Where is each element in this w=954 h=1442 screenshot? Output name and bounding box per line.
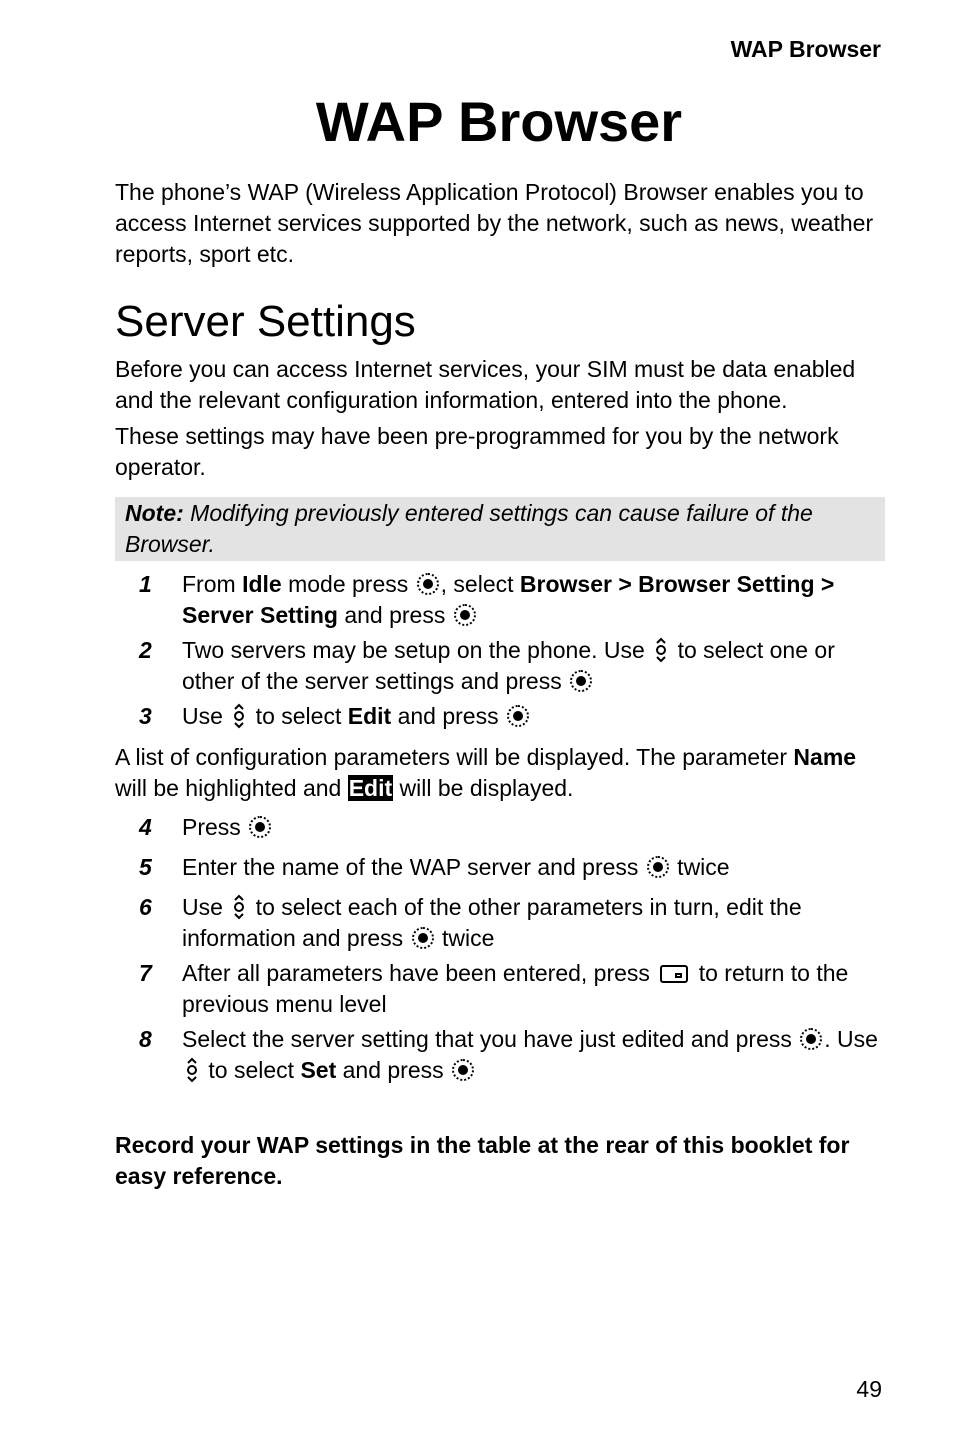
step-text: , select [440, 571, 520, 597]
step-text: twice [435, 925, 495, 951]
step-text: Use [182, 894, 230, 920]
step-text: Use [182, 703, 230, 729]
up-down-nav-icon [231, 703, 247, 729]
select-key-icon [507, 705, 529, 727]
step-bold: Idle [242, 571, 282, 597]
step-number: 3 [139, 703, 152, 729]
step-number: 8 [139, 1026, 152, 1052]
edit-softkey-badge: Edit [348, 775, 393, 801]
para-text: will be displayed. [393, 775, 574, 801]
step-text: twice [670, 854, 730, 880]
step-text: and press [337, 602, 452, 628]
step-text: From [182, 571, 243, 597]
page-number: 49 [856, 1376, 882, 1402]
step-7 [115, 958, 885, 1020]
select-key-icon [412, 927, 434, 949]
step-bold: Edit [347, 703, 392, 729]
step-text: mode press [281, 571, 415, 597]
note-box [115, 497, 885, 561]
select-key-icon [454, 604, 476, 626]
step-8 [115, 1024, 885, 1086]
step-4 [115, 812, 885, 843]
menu-key-icon [660, 965, 688, 983]
para-text: will be highlighted and [115, 775, 348, 801]
step-text: Select the server setting that you have just edited and press [182, 1026, 799, 1052]
step-bold: Set [300, 1057, 337, 1083]
section-paragraph-1: Before you can access Internet services, your SIM must be data enabled and the relevant configuration information, entered into the phone. [115, 356, 856, 413]
step-text: to select [202, 1057, 301, 1083]
step-text: and press [391, 703, 505, 729]
section-paragraph-2: These settings may have been pre-programmed for you by the network operator. [115, 423, 839, 480]
step-5 [115, 852, 885, 883]
select-key-icon [249, 816, 271, 838]
page-content [115, 177, 885, 1192]
running-header: WAP Browser [730, 36, 881, 62]
step-2 [115, 635, 885, 697]
step-text: . Use [824, 1026, 878, 1052]
step-text: Two servers may be setup on the phone. Use [182, 637, 652, 663]
step-number: 5 [139, 854, 152, 880]
steps-list-2 [115, 812, 885, 1086]
step-bold: Browser > Browser Setting > Server Setting [182, 571, 835, 628]
step-text: and press [336, 1057, 451, 1083]
note-text: Modifying previously entered settings can cause failure of the Browser. [125, 500, 813, 557]
step-text: Press [182, 814, 248, 840]
mid-paragraph [115, 742, 885, 804]
select-key-icon [452, 1059, 474, 1081]
footer-note: Record your WAP settings in the table at the rear of this booklet for easy reference. [115, 1132, 850, 1189]
page-title: WAP Browser [315, 90, 683, 153]
step-3 [115, 701, 885, 732]
up-down-nav-icon [231, 894, 247, 920]
section-heading: Server Settings [115, 297, 416, 346]
step-number: 1 [139, 571, 152, 597]
step-number: 7 [139, 960, 152, 986]
step-number: 6 [139, 894, 152, 920]
step-number: 2 [139, 637, 152, 663]
select-key-icon [800, 1028, 822, 1050]
step-text: to select [249, 703, 348, 729]
up-down-nav-icon [184, 1057, 200, 1083]
step-text: After all parameters have been entered, press [182, 960, 657, 986]
step-text: Enter the name of the WAP server and press [182, 854, 645, 880]
step-text: to select each of the other parameters in turn, edit the information and press [182, 894, 802, 951]
select-key-icon [647, 856, 669, 878]
steps-list-1 [115, 569, 885, 732]
para-bold: Name [793, 744, 857, 770]
up-down-nav-icon [653, 637, 669, 663]
step-text: to return to the previous menu level [182, 960, 849, 1017]
para-text: A list of configuration parameters will be displayed. The parameter [115, 744, 794, 770]
select-key-icon [417, 573, 439, 595]
step-1 [115, 569, 885, 631]
step-text: to select one or other of the server settings and press [182, 637, 835, 694]
step-number: 4 [139, 814, 152, 840]
step-6 [115, 892, 885, 954]
intro-paragraph: The phone’s WAP (Wireless Application Protocol) Browser enables you to access Internet services supported by the network, such as news, weather reports, sport etc. [115, 179, 874, 267]
select-key-icon [570, 670, 592, 692]
note-label: Note: [125, 500, 184, 526]
